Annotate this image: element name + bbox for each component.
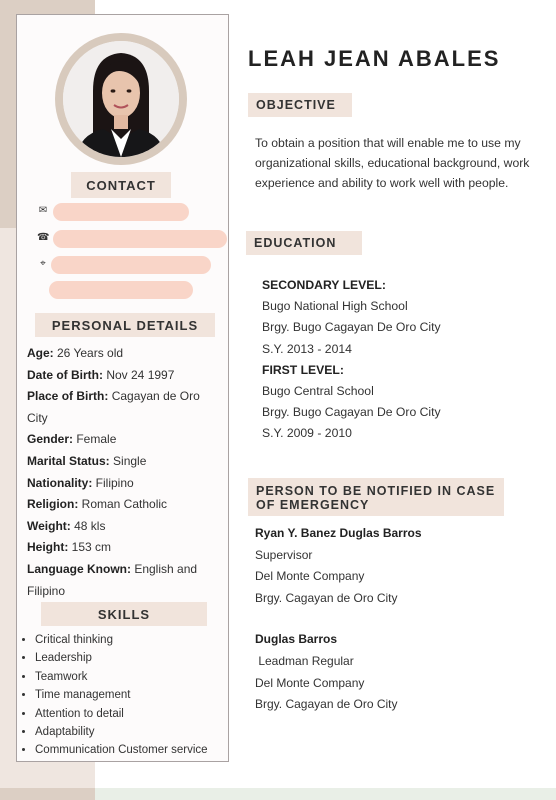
skill-item: • Adaptability [35, 723, 208, 741]
emergency-contact-name: Duglas Barros [255, 632, 338, 647]
redacted-address-line1 [51, 256, 211, 274]
skill-item: • Critical thinking [35, 631, 208, 649]
secondary-level-label: SECONDARY LEVEL: [262, 278, 386, 292]
secondary-address: Brgy. Bugo Cagayan De Oro City [262, 320, 441, 335]
emergency-contact-role: Leadman Regular [255, 653, 354, 668]
detail-height: Height: 153 cm [27, 540, 112, 555]
skill-item: • Teamwork [35, 668, 208, 686]
detail-weight: Weight: 48 kls [27, 518, 106, 533]
skills-heading: SKILLS [41, 602, 207, 626]
skill-item: • Communication Customer service [35, 741, 208, 759]
phone-icon: ☎ [37, 232, 50, 243]
skill-item: • Attention to detail [35, 705, 208, 723]
primary-year: S.Y. 2009 - 2010 [262, 426, 352, 441]
candidate-name: LEAH JEAN ABALES [248, 46, 501, 71]
redacted-email [53, 203, 189, 221]
contact-address-row [37, 256, 237, 276]
primary-school: Bugo Central School [262, 384, 374, 399]
location-icon: ⌖ [40, 258, 46, 269]
spacer [255, 609, 545, 629]
emergency-heading: PERSON TO BE NOTIFIED IN CASE OF EMERGENCY [248, 478, 504, 516]
detail-age: Age: 26 Years old [27, 346, 124, 360]
emergency-contact-company: Del Monte Company [255, 569, 365, 584]
contact-heading: CONTACT [71, 172, 171, 198]
emergency-contacts [255, 523, 545, 716]
emergency-contact-address: Brgy. Cagayan de Oro City [255, 697, 398, 712]
avatar-frame [55, 33, 187, 165]
detail-place-of-birth: Place of Birth: Cagayan de Oro City [27, 389, 200, 425]
redacted-address-line2 [49, 281, 193, 299]
secondary-year: S.Y. 2013 - 2014 [262, 341, 352, 356]
detail-nationality: Nationality: Filipino [27, 475, 134, 490]
objective-heading: OBJECTIVE [248, 93, 352, 117]
education-list [262, 275, 552, 445]
detail-gender: Gender: Female [27, 432, 117, 447]
skill-item: • Leadership [35, 649, 208, 667]
emergency-contact-name: Ryan Y. Banez Duglas Barros [255, 526, 422, 540]
secondary-school: Bugo National High School [262, 299, 408, 314]
education-heading: EDUCATION [246, 231, 362, 255]
envelope-icon: ✉ [38, 205, 48, 216]
emergency-contact-company: Del Monte Company [255, 675, 365, 690]
avatar [63, 41, 179, 157]
emergency-contact-role: Supervisor [255, 547, 313, 562]
skill-item: • Time management [35, 686, 208, 704]
skills-list [23, 631, 208, 760]
bottom-strip-mark [0, 788, 95, 800]
redacted-phone [53, 230, 227, 248]
bottom-strip [0, 788, 556, 800]
detail-language: Language Known: English and Filipino [27, 561, 198, 598]
detail-date-of-birth: Date of Birth: Nov 24 1997 [27, 367, 175, 382]
first-level-label: FIRST LEVEL: [262, 362, 344, 377]
detail-religion: Religion: Roman Catholic [27, 497, 168, 512]
sidebar [16, 14, 229, 762]
primary-address: Brgy. Bugo Cagayan De Oro City [262, 405, 441, 420]
profile-photo [63, 41, 179, 157]
contact-email-row [37, 203, 207, 223]
personal-details-list [27, 343, 223, 602]
personal-details-heading: PERSONAL DETAILS [35, 313, 215, 337]
objective-text: To obtain a position that will enable me to use my organizational skills, educational background, work experience and ability to work well with people. [255, 136, 530, 190]
detail-marital-status: Marital Status: Single [27, 453, 147, 468]
contact-phone-row [37, 230, 237, 250]
emergency-contact-address: Brgy. Cagayan de Oro City [255, 590, 398, 605]
